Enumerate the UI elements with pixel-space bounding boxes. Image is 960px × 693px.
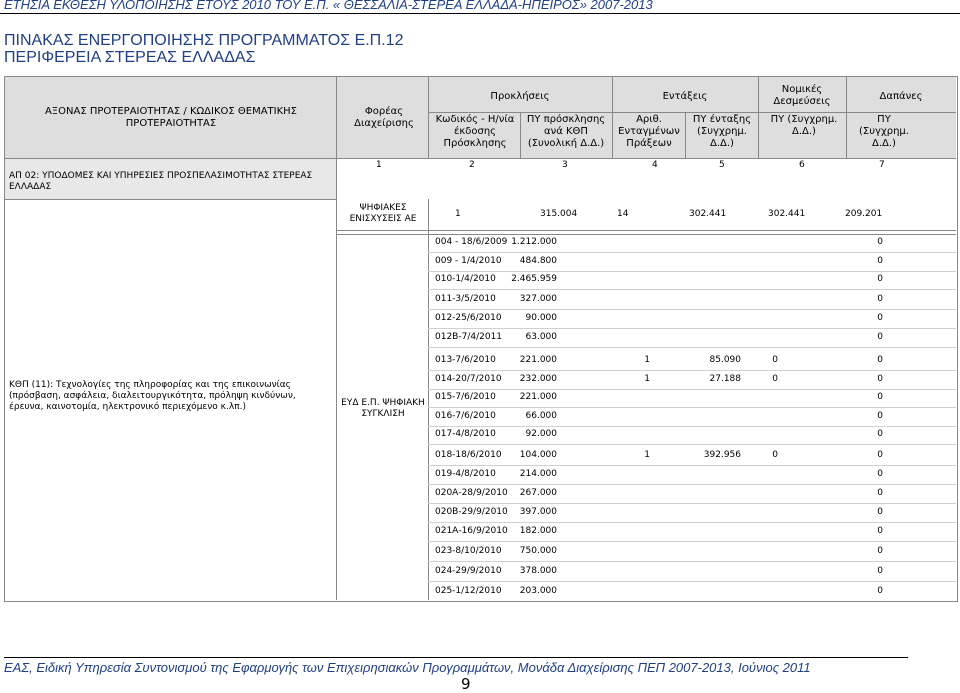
row-code: 012Β-7/4/2011 — [435, 332, 503, 342]
row-py-prosklisis: 104.000 — [519, 450, 557, 460]
divider — [612, 77, 613, 158]
col-number: 5 — [719, 160, 725, 170]
col-number: 3 — [562, 160, 568, 170]
row-py-entaxis: 85.090 — [709, 355, 741, 365]
summary-py-dapanes: 209.201 — [845, 209, 883, 219]
row-py-prosklisis: 484.800 — [519, 256, 557, 266]
col-number: 1 — [376, 160, 382, 170]
row-py-prosklisis: 232.000 — [519, 374, 557, 384]
row-divider — [428, 465, 956, 466]
row-py-dapanes: 0 — [877, 566, 883, 576]
document-footer: ΕΑΣ, Ειδική Υπηρεσία Συντονισμού της Εφαρμογής των Επιχειρησιακών Προγραμμάτων, Μονάδα Διαχείρισης ΠΕΠ 2007-2013, Ιούνιος 2011 — [4, 660, 811, 675]
row-py-prosklisis: 66.000 — [525, 411, 557, 421]
row-divider — [428, 252, 956, 253]
row-py-entaxis: 392.956 — [703, 450, 741, 460]
row-py-prosklisis: 182.000 — [519, 526, 557, 536]
row-py-entaxis: 27.188 — [709, 374, 741, 384]
footer-divider — [4, 657, 908, 658]
row-divider — [428, 581, 956, 582]
row-py-dapanes: 0 — [877, 392, 883, 402]
divider — [5, 158, 956, 159]
row-py-dapanes: 0 — [877, 526, 883, 536]
row-divider — [428, 328, 956, 329]
row-py-dapanes: 0 — [877, 237, 883, 247]
row-py-prosklisis: 221.000 — [519, 392, 557, 402]
row-code: 014-20/7/2010 — [435, 374, 502, 384]
row-py-prosklisis: 397.000 — [519, 507, 557, 517]
header-py-nomikes: ΠΥ (Συγχρημ. Δ.Δ.) — [770, 114, 838, 137]
row-divider — [428, 561, 956, 562]
header-entaxeis: Εντάξεις — [662, 91, 708, 102]
divider — [5, 199, 336, 200]
col-number: 4 — [652, 160, 658, 170]
row-py-prosklisis: 92.000 — [525, 429, 557, 439]
header-axis: ΑΞΟΝΑΣ ΠΡΟΤΕΡΑΙΟΤΗΤΑΣ / ΚΩΔΙΚΟΣ ΘΕΜΑΤΙΚΗΣ ΠΡΟΤΕΡΑΙΟΤΗΤΑΣ — [44, 106, 298, 129]
row-code: 013-7/6/2010 — [435, 355, 496, 365]
header-foreas: Φορέας Διαχείρισης — [354, 106, 414, 129]
row-py-dapanes: 0 — [877, 313, 883, 323]
row-code: 020Β-29/9/2010 — [435, 507, 508, 517]
row-code: 016-7/6/2010 — [435, 411, 496, 421]
row-divider — [428, 389, 956, 390]
divider — [428, 112, 956, 113]
summary-py-prosklisis: 315.004 — [540, 209, 578, 219]
row-py-prosklisis: 378.000 — [519, 566, 557, 576]
header-arith: Αριθ. Ενταγμένων Πράξεων — [618, 114, 680, 149]
row-py-nomikes: 0 — [772, 355, 778, 365]
row-divider — [428, 347, 956, 348]
priority-axis-label: ΑΠ 02: ΥΠΟΔΟΜΕΣ ΚΑΙ ΥΠΗΡΕΣΙΕΣ ΠΡΟΣΠΕΛΑΣΙΜΟΤΗΤΑΣ ΣΤΕΡΕΑΣ ΕΛΛΑΔΑΣ — [9, 171, 313, 192]
row-divider — [428, 426, 956, 427]
header-nomikes: Νομικές Δεσμεύσεις — [773, 84, 831, 107]
row-py-prosklisis: 267.000 — [519, 488, 557, 498]
divider — [336, 199, 337, 600]
row-code: 012-25/6/2010 — [435, 313, 502, 323]
summary-py-entaxis: 302.441 — [689, 209, 727, 219]
header-py-dapanes: ΠΥ (Συγχρημ. Δ.Δ.) — [859, 114, 909, 149]
row-divider — [428, 407, 956, 408]
header-kodikos: Κωδικός - Η/νία έκδοσης Πρόσκλησης — [435, 114, 515, 149]
divider — [336, 77, 337, 199]
row-divider — [428, 289, 956, 290]
row-py-dapanes: 0 — [877, 429, 883, 439]
col-number: 7 — [879, 160, 885, 170]
row-py-nomikes: 0 — [772, 450, 778, 460]
header-py-prosklisis: ΠΥ πρόσκλησης ανά ΚΘΠ (Συνολική Δ.Δ.) — [526, 114, 606, 149]
header-proskliseis: Προκλήσεις — [490, 91, 550, 102]
row-py-dapanes: 0 — [877, 256, 883, 266]
title-line-2: ΠΕΡΙΦΕΡΕΙΑ ΣΤΕΡΕΑΣ ΕΛΛΑΔΑΣ — [4, 49, 256, 66]
row-code: 019-4/8/2010 — [435, 469, 496, 479]
row-code: 011-3/5/2010 — [435, 294, 496, 304]
row-py-dapanes: 0 — [877, 488, 883, 498]
summary-proskliseis: 1 — [455, 209, 461, 219]
row-py-dapanes: 0 — [877, 450, 883, 460]
row-divider — [428, 370, 956, 371]
page-number: 9 — [461, 675, 471, 693]
row-py-dapanes: 0 — [877, 469, 883, 479]
row-code: 024-29/9/2010 — [435, 566, 502, 576]
row-divider — [428, 309, 956, 310]
row-py-prosklisis: 214.000 — [519, 469, 557, 479]
row-arith: 1 — [644, 450, 650, 460]
row-py-prosklisis: 221.000 — [519, 355, 557, 365]
divider — [336, 234, 956, 235]
row-py-prosklisis: 750.000 — [519, 546, 557, 556]
row-divider — [428, 541, 956, 542]
divider — [520, 112, 521, 158]
row-py-prosklisis: 2.465.959 — [511, 274, 557, 284]
row-divider — [428, 271, 956, 272]
header-divider — [0, 13, 960, 14]
row-py-dapanes: 0 — [877, 586, 883, 596]
row-py-prosklisis: 1.212.000 — [511, 237, 557, 247]
row-code: 023-8/10/2010 — [435, 546, 502, 556]
row-py-prosklisis: 90.000 — [525, 313, 557, 323]
row-py-dapanes: 0 — [877, 507, 883, 517]
row-py-dapanes: 0 — [877, 546, 883, 556]
row-divider — [428, 484, 956, 485]
row-code: 004 - 18/6/2009 — [435, 237, 508, 247]
row-py-dapanes: 0 — [877, 274, 883, 284]
divider — [685, 112, 686, 158]
divider — [428, 199, 429, 600]
divider — [336, 230, 956, 231]
row-py-prosklisis: 203.000 — [519, 586, 557, 596]
col-number: 2 — [469, 160, 475, 170]
divider — [428, 77, 429, 158]
row-py-prosklisis: 63.000 — [525, 332, 557, 342]
row-code: 009 - 1/4/2010 — [435, 256, 502, 266]
row-code: 020Α-28/9/2010 — [435, 488, 508, 498]
row-divider — [428, 444, 956, 445]
header-dapanes: Δαπάνες — [879, 91, 923, 102]
divider — [846, 77, 847, 158]
summary-arith: 14 — [617, 209, 629, 219]
document-header: ΕΤΗΣΙΑ ΕΚΘΕΣΗ ΥΛΟΠΟΙΗΣΗΣ ΕΤΟΥΣ 2010 ΤΟΥ Ε.Π. « ΘΕΣΣΑΛΙΑ-ΣΤΕΡΕΑ ΕΛΛΑΔΑ-ΗΠΕΙΡΟΣ» 2007-2013 — [4, 0, 653, 12]
row-code: 025-1/12/2010 — [435, 586, 502, 596]
summary-py-nomikes: 302.441 — [768, 209, 806, 219]
row-code: 017-4/8/2010 — [435, 429, 496, 439]
row-code: 018-18/6/2010 — [435, 450, 502, 460]
header-py-entaxis: ΠΥ ένταξης (Συγχρημ. Δ.Δ.) — [692, 114, 752, 149]
row-divider — [428, 522, 956, 523]
row-divider — [428, 503, 956, 504]
row-py-dapanes: 0 — [877, 332, 883, 342]
row-py-dapanes: 0 — [877, 294, 883, 304]
summary-foreas: ΨΗΦΙΑΚΕΣ ΕΝΙΣΧΥΣΕΙΣ ΑΕ — [349, 203, 417, 224]
row-py-dapanes: 0 — [877, 355, 883, 365]
title-line-1: ΠΙΝΑΚΑΣ ΕΝΕΡΓΟΠΟΙΗΣΗΣ ΠΡΟΓΡΑΜΜΑΤΟΣ Ε.Π.12 — [4, 32, 404, 49]
row-py-prosklisis: 327.000 — [519, 294, 557, 304]
row-arith: 1 — [644, 374, 650, 384]
row-py-nomikes: 0 — [772, 374, 778, 384]
document-title — [4, 32, 403, 66]
divider — [758, 77, 759, 158]
thematic-priority-label: ΚΘΠ (11): Τεχνολογίες της πληροφορίας και της επικοινωνίας (πρόσβαση, ασφάλεια, διαλειτουργικότητα, πρόληψη κινδύνων, έρευνα, καινοτομία, ηλεκτρονικό περιεχόμενο κ.λπ.) — [9, 380, 296, 412]
row-py-dapanes: 0 — [877, 374, 883, 384]
row-code: 010-1/4/2010 — [435, 274, 496, 284]
row-py-dapanes: 0 — [877, 411, 883, 421]
detail-foreas: ΕΥΔ Ε.Π. ΨΗΦΙΑΚΗ ΣΥΓΚΛΙΣΗ — [341, 398, 425, 419]
row-code: 015-7/6/2010 — [435, 392, 496, 402]
row-arith: 1 — [644, 355, 650, 365]
row-code: 021Α-16/9/2010 — [435, 526, 508, 536]
col-number: 6 — [799, 160, 805, 170]
